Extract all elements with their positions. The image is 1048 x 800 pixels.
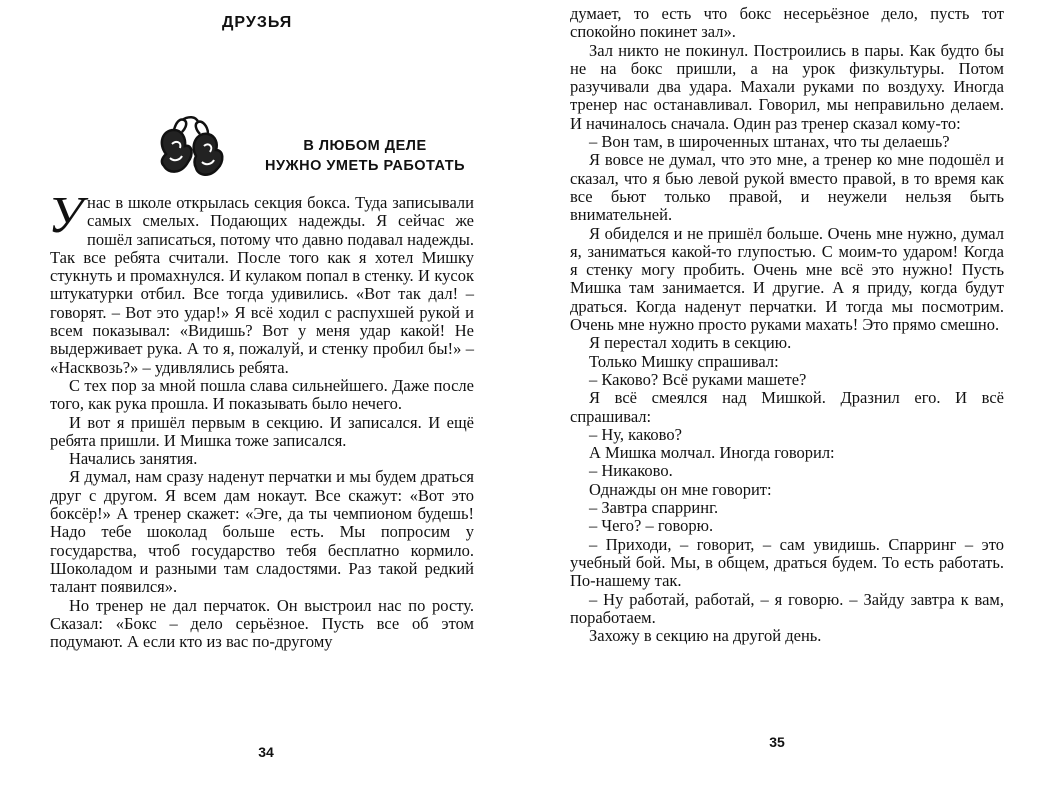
right-page-body [570, 5, 1004, 645]
paragraph [48, 187, 474, 377]
paragraph: Я всё смеялся над Мишкой. Дразнил его. И всё спрашивал: [570, 388, 1004, 426]
paragraph: И вот я пришёл первым в секцию. И записался. И ещё ребята пришли. И Мишка тоже записался. [50, 412, 474, 450]
paragraph: Я перестал ходить в секцию. [589, 333, 792, 353]
paragraph: А Мишка молчал. Иногда говорил: [589, 443, 835, 463]
section-title: ДРУЗЬЯ [222, 14, 293, 31]
dialogue-line: – Завтра спарринг. [589, 498, 719, 518]
paragraph: Я обиделся и не пришёл больше. Очень мне нужно, думал я, заниматься какой-то глупостью. С моим-то ударом! Когда я стенку могу пробить. Очень мне всё это нужно! Пусть Мишка там занимается. И другие. А я приду, когда будут драться. Когда наденут перчатки. И тогда мы посмотрим. Очень мне нужно просто руками махать! Это прямо смешно. [570, 223, 1004, 335]
paragraph: Однажды он мне говорит: [589, 479, 772, 499]
dialogue-line: – Ну работай, работай, – я говорю. – Зайду завтра к вам, поработаем. [570, 589, 1004, 627]
paragraph: Только Мишку спрашивал: [589, 351, 779, 371]
paragraph-text: нас в школе открылась секция бокса. Туда записывали самых смелых. Подающих надежды. Я сейчас же пошёл записаться, потому что давно подавал надежды. Так все ребята считали. После того как я хотел Мишку стукнуть и промахнулся. И кулаком попал в стенку. И кусок штукатурки отбил. Все тогда удивились. «Вот так дал! – говорят. – Вот это удар!» Я всё ходил с распухшей рукой и всем показывал: «Видишь? Вот у меня удар какой! Не выдерживает рука. А то я, пожалуй, и стенку пробил бы!» – «Насквозь?» – удивлялись ребята. [50, 193, 474, 377]
drop-cap: У [48, 187, 83, 244]
paragraph: Зал никто не покинул. Построились в пары. Как будто бы не на бокс пришли, а на урок физкультуры. Потом разучивали два удара. Махали руками по воздуху. Иногда тренер нас останавливал. Говорил, мы неправильно делаем. И начиналось сначала. Один раз тренер сказал кому-то: [570, 40, 1004, 133]
dialogue-line: – Приходи, – говорит, – сам увидишь. Спарринг – это учебный бой. Мы, в общем, драться будем. То есть работать. По-нашему так. [570, 534, 1004, 591]
paragraph: Я думал, нам сразу наденут перчатки и мы будем драться друг с другом. Я всем дам нокаут. Все скажут: «Вот это боксёр!» А тренер скажет: «Эге, да ты чемпионом будешь! Надо тебе шоколад больше есть. Мы попросим у государства, чтоб государство тебя бесплатно кормило. Шоколадом и разными там сладостями. Раз такой редкий талант появился». [50, 467, 474, 597]
dialogue-line: – Ну, каково? [589, 424, 682, 444]
chapter-title [250, 136, 480, 176]
chapter-title-line-2: НУЖНО УМЕТЬ РАБОТАТЬ [265, 158, 465, 174]
dialogue-line: – Вон там, в широченных штанах, что ты делаешь? [589, 132, 950, 152]
paragraph: Но тренер не дал перчаток. Он выстроил нас по росту. Сказал: «Бокс – дело серьёзное. Пусть все об этом подумают. А если кто из вас по-другому [50, 595, 474, 652]
right-page [524, 0, 1048, 800]
dialogue-line: – Чего? – говорю. [589, 516, 714, 536]
dialogue-line: – Каково? Всё руками машете? [589, 369, 807, 389]
dialogue-line: – Никаково. [589, 461, 673, 481]
paragraph: думает, то есть что бокс несерьёзное дело, пусть тот спокойно покинет зал». [570, 4, 1004, 42]
paragraph: Начались занятия. [69, 449, 198, 469]
paragraph: Захожу в секцию на другой день. [589, 626, 822, 646]
page-number: 35 [769, 734, 785, 750]
paragraph: Я вовсе не думал, что это мне, а тренер ко мне подошёл и сказал, что я бью левой рукой вместо правой, в то время как все бьют только правой, и неужели нельзя быть внимательней. [570, 150, 1004, 225]
paragraph: С тех пор за мной пошла слава сильнейшего. Даже после того, как рука прошла. И показывать было нечего. [50, 375, 474, 414]
page-number: 34 [258, 744, 274, 760]
boxing-gloves-illustration [152, 114, 232, 184]
chapter-title-line-1: В ЛЮБОМ ДЕЛЕ [303, 138, 427, 154]
left-page-body [48, 187, 474, 652]
